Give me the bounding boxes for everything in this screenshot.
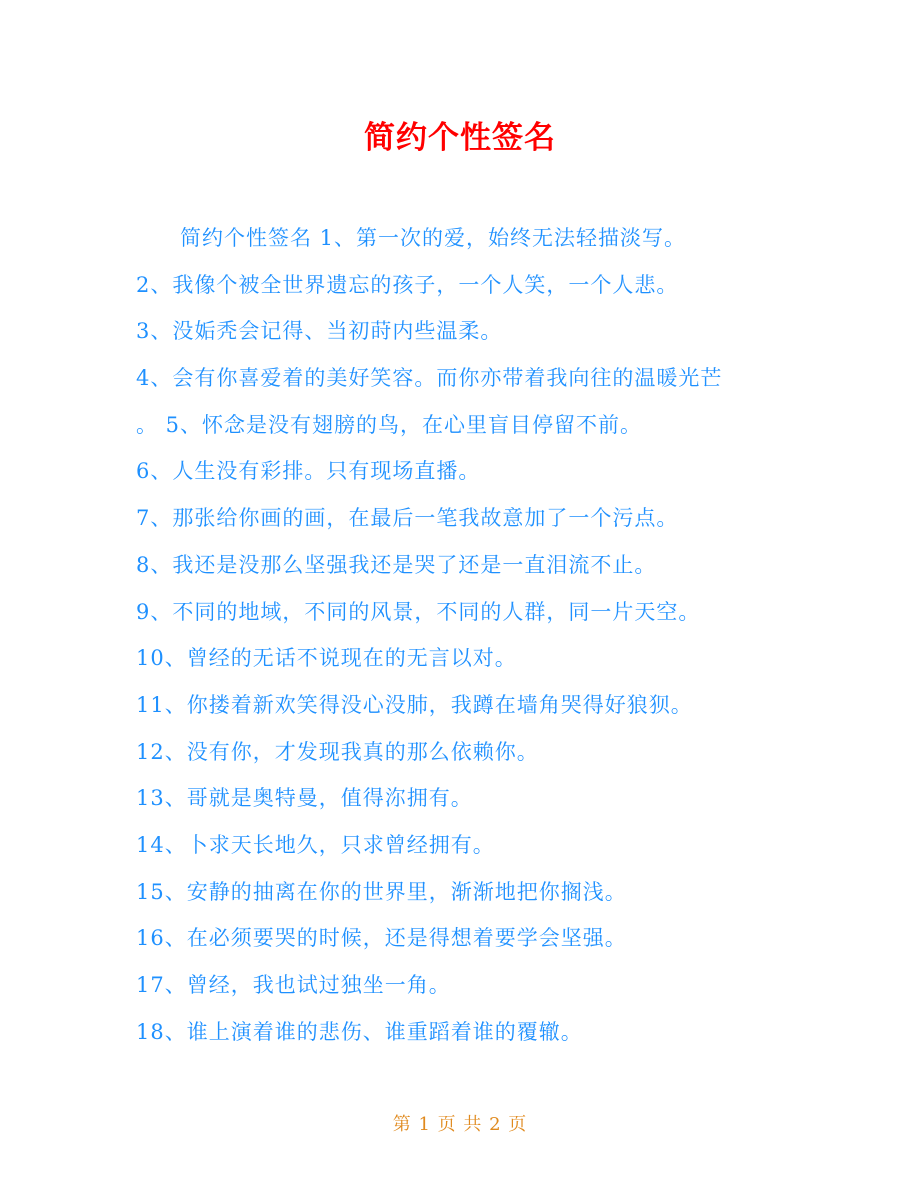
text-line: 10、曾经的无话不说现在的无言以对。 [136, 646, 517, 671]
document-body [136, 215, 796, 1055]
text-line: 3、没姤秃会记得、当初莳内些温柔。 [136, 319, 503, 344]
text-line: 8、我还是没那么坚强我还是哭了还是一直泪流不止。 [136, 552, 657, 577]
text-line: 6、人生没有彩排。只有现场直播。 [136, 459, 481, 484]
text-line: 11、你搂着新欢笑得没心没肺，我蹲在墙角哭得好狼狈。 [136, 692, 693, 717]
text-line: 14、卜求天长地久，只求曾经拥有。 [136, 832, 495, 857]
document-title: 简约个性签名 [364, 120, 556, 156]
text-line: 4、会有你喜爱着的美好笑容。而你亦带着我向往的温暖光芒 [136, 366, 723, 391]
text-line: 18、谁上演着谁的悲伤、谁重蹈着谁的覆辙。 [136, 1019, 583, 1044]
text-line: 15、安静的抽离在你的世界里，渐渐地把你搁浅。 [136, 879, 627, 904]
text-line: 12、没有你，才发现我真的那么依赖你。 [136, 739, 539, 764]
text-line: 。 5、怀念是没有翅膀的鸟，在心里盲目停留不前。 [136, 412, 643, 437]
text-line: 2、我像个被全世界遗忘的孩子，一个人笑，一个人悲。 [136, 272, 679, 297]
text-line: 13、哥就是奥特曼，值得沵拥有。 [136, 786, 473, 811]
text-line: 17、曾经，我也试过独坐一角。 [136, 973, 451, 997]
text-line: 7、那张给你画的画，在最后一笔我故意加了一个污点。 [136, 506, 679, 531]
page-footer: 第 1 页 共 2 页 [392, 1114, 528, 1135]
text-line: 16、在必须要哭的时候，还是得想着要学会坚强。 [136, 926, 627, 951]
text-line: 简约个性签名 1、第一次的爱，始终无法轻描淡写。 [180, 226, 687, 250]
text-line: 9、不同的地域，不同的风景，不同的人群，同一片天空。 [136, 599, 701, 624]
